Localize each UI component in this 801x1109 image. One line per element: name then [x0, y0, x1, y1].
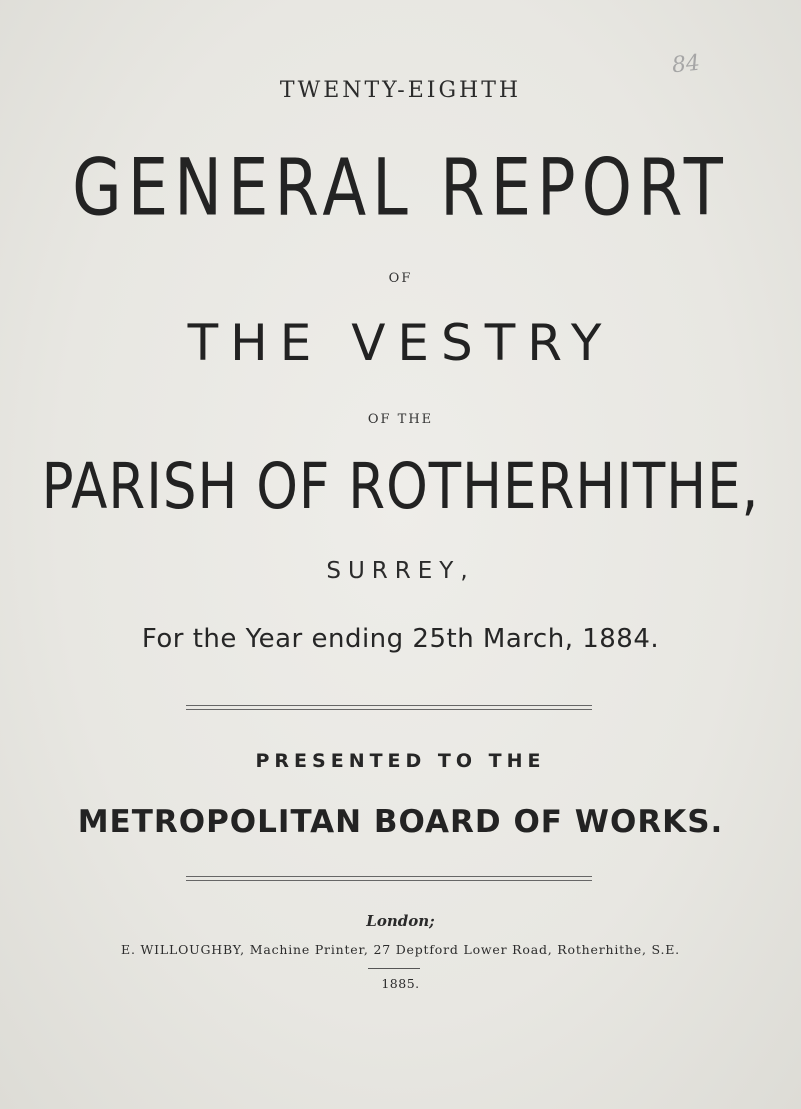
county-name: SURREY, [326, 558, 475, 584]
report-period: For the Year ending 25th March, 1884. [141, 624, 660, 654]
connector-of-the: OF THE [367, 412, 434, 427]
report-ordinal: TWENTY-EIGHTH [279, 78, 522, 103]
imprint-year: 1885. [381, 976, 420, 991]
pencil-annotation: 84 [670, 50, 702, 79]
double-rule-divider [186, 705, 592, 710]
parish-name: PARISH OF ROTHERHITHE, [41, 450, 760, 524]
report-title: GENERAL REPORT [72, 143, 729, 235]
imprint-divider [368, 968, 420, 969]
double-rule-divider [186, 876, 592, 881]
recipient-board: METROPOLITAN BOARD OF WORKS. [77, 804, 724, 840]
body-name: THE VESTRY [187, 314, 614, 372]
imprint-city: London; [366, 912, 435, 930]
presented-to-line: PRESENTED TO THE [255, 750, 546, 772]
imprint-printer: E. WILLOUGHBY, Machine Printer, 27 Deptford Lower Road, Rotherhithe, S.E. [121, 942, 680, 957]
connector-of: OF [388, 271, 413, 286]
